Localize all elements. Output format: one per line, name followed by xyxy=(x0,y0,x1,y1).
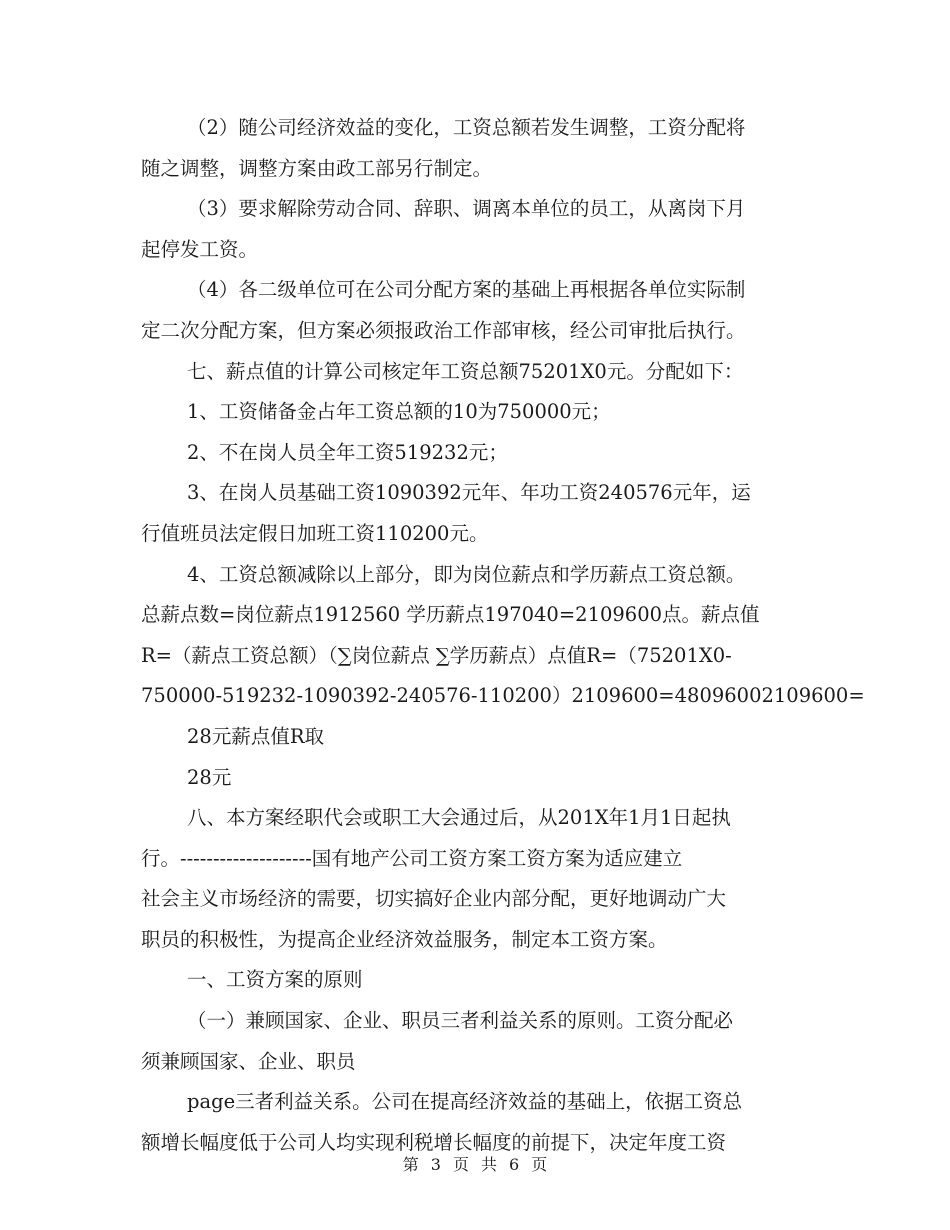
footer-total-word: 共 xyxy=(481,1155,498,1174)
footer-current-page: 3 xyxy=(430,1155,441,1174)
text-line: 八、本方案经职代会或职工大会通过后，从201X年1月1日起执 xyxy=(187,806,731,830)
text-line: （4）各二级单位可在公司分配方案的基础上再根据各单位实际制 xyxy=(187,278,746,302)
text-line: 起停发工资。 xyxy=(141,237,259,261)
text-line: 1、工资储备金占年工资总额的10为750000元； xyxy=(187,400,611,424)
footer-total-pages: 6 xyxy=(509,1155,520,1174)
document-body xyxy=(141,108,865,1163)
text-line: （一）兼顾国家、企业、职员三者利益关系的原则。工资分配必 xyxy=(187,1009,734,1033)
text-line: 定二次分配方案，但方案必须报政治工作部审核，经公司审批后执行。 xyxy=(141,318,746,342)
text-line: 随之调整，调整方案由政工部另行制定。 xyxy=(141,156,493,180)
text-line: 2、不在岗人员全年工资519232元； xyxy=(187,440,508,464)
text-line: 须兼顾国家、企业、职员 xyxy=(141,1049,356,1073)
text-line: 28元薪点值R取 xyxy=(187,724,324,748)
text-line: 职员的积极性，为提高企业经济效益服务，制定本工资方案。 xyxy=(141,927,668,951)
text-line: 七、薪点值的计算公司核定年工资总额75201X0元。分配如下： xyxy=(187,359,744,383)
text-line: （2）随公司经济效益的变化，工资总额若发生调整，工资分配将 xyxy=(187,116,746,139)
text-line: R=（薪点工资总额）（∑岗位薪点 ∑学历薪点）点值R=（75201X0- xyxy=(141,643,732,667)
text-line: 4、工资总额减除以上部分，即为岗位薪点和学历薪点工资总额。 xyxy=(187,562,746,586)
text-line: page三者利益关系。公司在提高经济效益的基础上，依据工资总 xyxy=(187,1090,743,1114)
text-line: 750000-519232-1090392-240576-110200）2109600=48096002109600= xyxy=(141,684,865,708)
text-line: 一、工资方案的原则 xyxy=(187,968,363,992)
text-line: 行。--------------------国有地产公司工资方案工资方案为适应建立 xyxy=(141,846,683,870)
text-line: 社会主义市场经济的需要，切实搞好企业内部分配，更好地调动广大 xyxy=(141,887,727,911)
text-line: 3、在岗人员基础工资1090392元年、年功工资240576元年，运 xyxy=(187,481,751,505)
text-line: 额增长幅度低于公司人均实现利税增长幅度的前提下，决定年度工资 xyxy=(141,1130,727,1154)
text-line: 行值班员法定假日加班工资110200元。 xyxy=(141,521,489,545)
text-line: 总薪点数=岗位薪点1912560 学历薪点197040=2109600点。薪点值 xyxy=(141,603,760,627)
footer-suffix: 页 xyxy=(531,1155,548,1174)
page-footer xyxy=(0,1154,950,1176)
text-line: （3）要求解除劳动合同、辞职、调离本单位的员工，从离岗下月 xyxy=(187,197,746,221)
text-line: 28元 xyxy=(187,765,232,789)
footer-prefix: 第 xyxy=(402,1155,419,1174)
footer-page-word: 页 xyxy=(452,1155,469,1174)
